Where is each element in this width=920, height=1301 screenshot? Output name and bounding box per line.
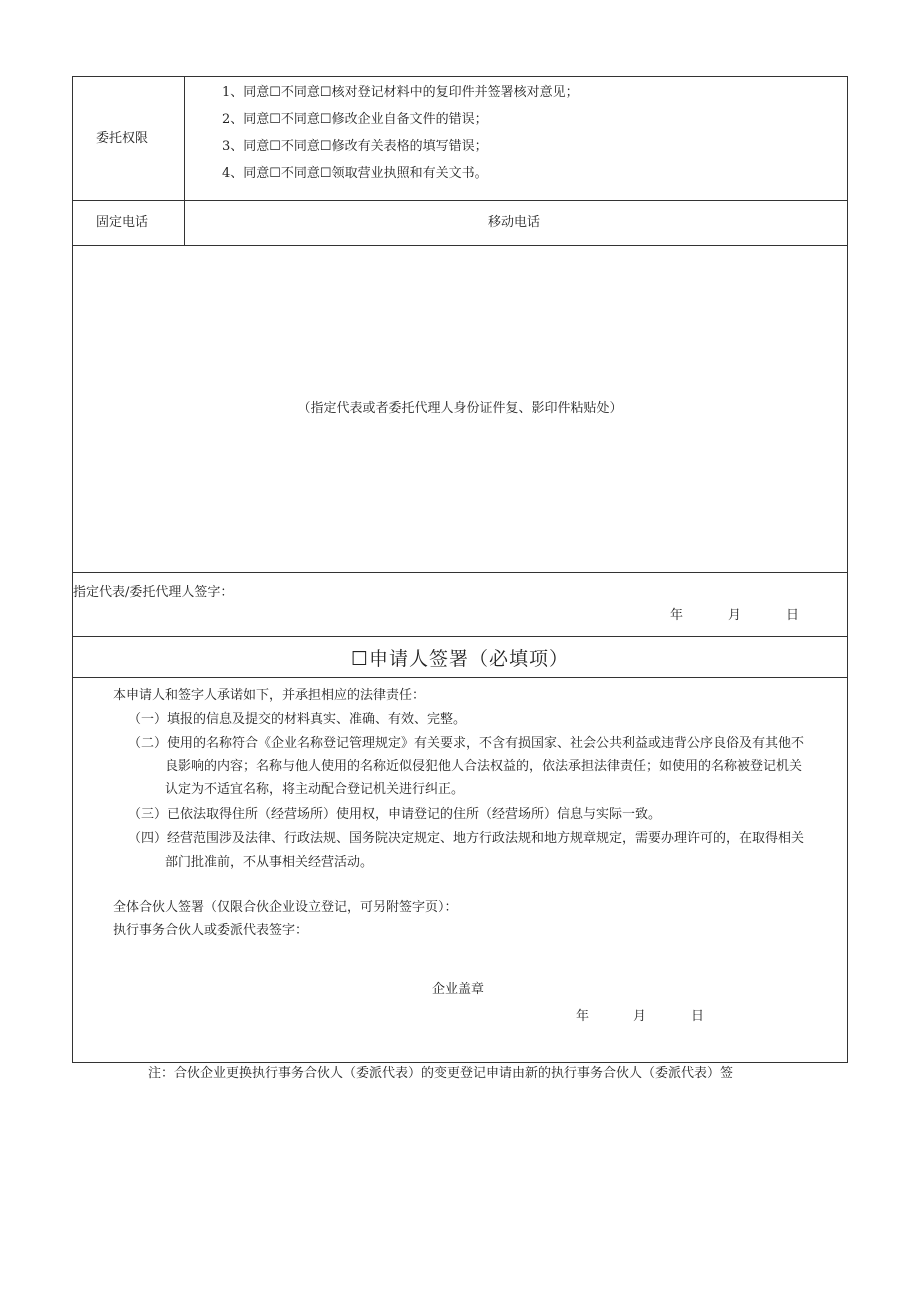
table-right-border bbox=[847, 76, 848, 1063]
row-divider bbox=[72, 677, 848, 678]
id-paste-area: （指定代表或者委托代理人身份证件复、影印件粘贴处） bbox=[297, 401, 623, 416]
delegation-item-3[interactable]: 3、同意☐不同意☐修改有关表格的填写错误； bbox=[222, 139, 488, 154]
table-left-border bbox=[72, 76, 73, 1063]
delegation-item-1[interactable]: 1、同意☐不同意☐核对登记材料中的复印件并签署核对意见； bbox=[222, 85, 579, 100]
pledge-4-line-2: 部门批准前，不从事相关经营活动。 bbox=[165, 855, 374, 870]
pledge-4-line-1: （四）经营范围涉及法律、行政法规、国务院决定规定、地方行政法规和地方规章规定，需要办理许可的，在取得相关 bbox=[128, 831, 805, 846]
row-divider bbox=[72, 572, 848, 573]
row-divider bbox=[72, 245, 848, 246]
agent-sign-month: 月 bbox=[728, 608, 742, 623]
row-divider bbox=[72, 200, 848, 201]
footnote: 注：合伙企业更换执行事务合伙人（委派代表）的变更登记申请由新的执行事务合伙人（委派代表）签 bbox=[148, 1066, 734, 1081]
applicant-sign-day: 日 bbox=[691, 1009, 705, 1024]
pledge-intro: 本申请人和签字人承诺如下，并承担相应的法律责任： bbox=[113, 688, 426, 703]
company-seal-label: 企业盖章 bbox=[432, 982, 485, 997]
pledge-3: （三）已依法取得住所（经营场所）使用权，申请登记的住所（经营场所）信息与实际一致。 bbox=[128, 807, 662, 822]
delegation-item-4[interactable]: 4、同意☐不同意☐领取营业执照和有关文书。 bbox=[222, 166, 488, 181]
agent-sign-day: 日 bbox=[786, 608, 800, 623]
pledge-2-line-1: （二）使用的名称符合《企业名称登记管理规定》有关要求，不含有损国家、社会公共利益或违背公序良俗及有其他不 bbox=[128, 736, 805, 751]
partners-signature-label: 全体合伙人签署（仅限合伙企业设立登记，可另附签字页）： bbox=[113, 900, 458, 915]
pledge-2-line-3: 认定为不适宜名称，将主动配合登记机关进行纠正。 bbox=[165, 782, 465, 797]
applicant-sign-month: 月 bbox=[633, 1009, 647, 1024]
applicant-signature-title: ☐申请人签署（必填项） bbox=[350, 648, 570, 670]
row-divider bbox=[72, 636, 848, 637]
executive-signature-label: 执行事务合伙人或委派代表签字： bbox=[113, 923, 309, 938]
pledge-2-line-2: 良影响的内容；名称与他人使用的名称近似侵犯他人合法权益的，依法承担法律责任；如使用的名称被登记机关 bbox=[165, 759, 803, 774]
table-bottom-border bbox=[72, 1062, 848, 1063]
agent-sign-year: 年 bbox=[670, 608, 684, 623]
label-column-divider bbox=[184, 76, 185, 246]
pledge-1: （一）填报的信息及提交的材料真实、准确、有效、完整。 bbox=[128, 712, 467, 727]
delegation-label: 委托权限 bbox=[96, 131, 149, 146]
applicant-sign-year: 年 bbox=[576, 1009, 590, 1024]
agent-signature-label: 指定代表/委托代理人签字： bbox=[73, 585, 234, 600]
mobile-phone-label: 移动电话 bbox=[488, 215, 541, 230]
table-top-border bbox=[72, 76, 848, 77]
fixed-phone-label: 固定电话 bbox=[96, 215, 149, 230]
delegation-item-2[interactable]: 2、同意☐不同意☐修改企业自备文件的错误； bbox=[222, 112, 488, 127]
